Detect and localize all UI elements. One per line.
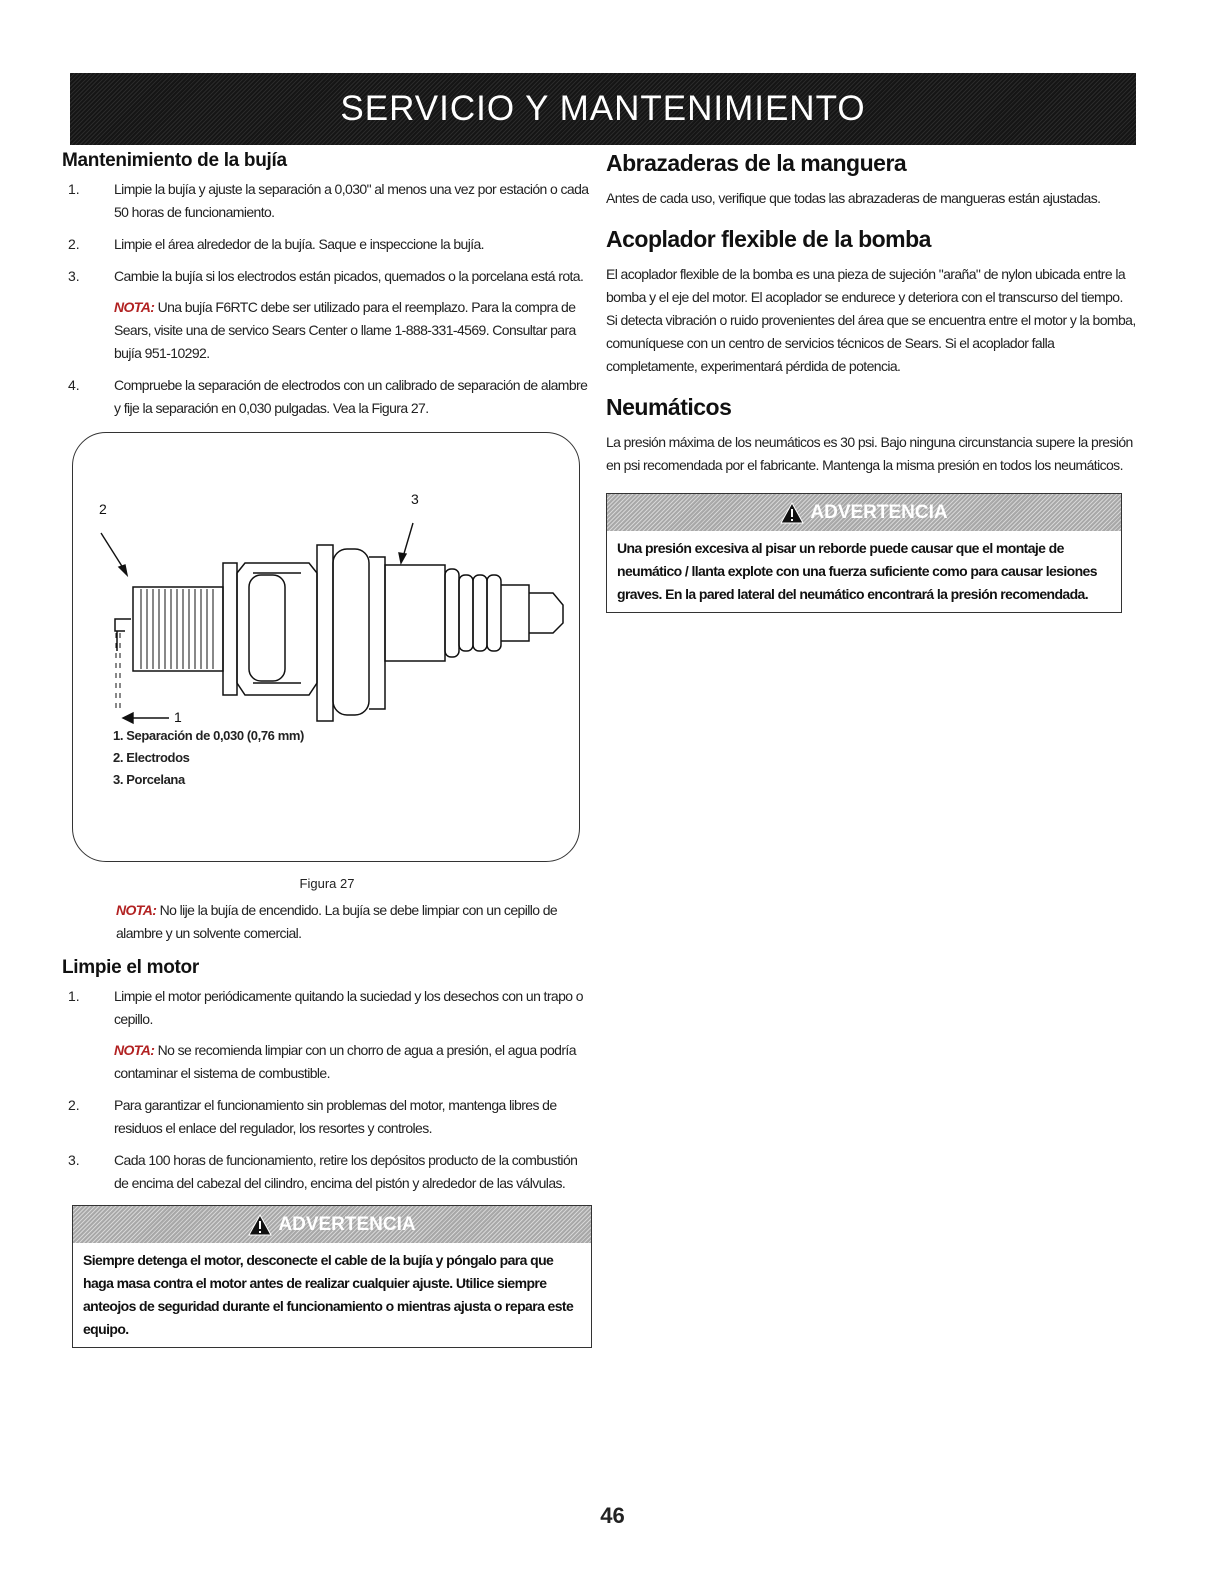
list-item <box>62 985 592 1085</box>
list-item <box>62 374 592 420</box>
legend-item: 1. Separación de 0,030 (0,76 mm) <box>113 728 304 743</box>
figure-27 <box>72 432 580 862</box>
clean-engine-steps <box>62 985 592 1195</box>
step-number: 2. <box>68 236 80 252</box>
spark-plug-steps <box>62 178 592 420</box>
step-text: Compruebe la separación de electrodos con un calibrado de separación de alambre y fije la separación en 0,030 pulgadas. Vea la Figura 27. <box>114 377 588 416</box>
clean-engine-heading: Limpie el motor <box>62 957 199 978</box>
note-label: NOTA: <box>116 902 157 918</box>
page-number: 46 <box>600 1503 625 1528</box>
note <box>114 1039 592 1085</box>
step-number: 1. <box>68 181 80 197</box>
step-text: Limpie el área alrededor de la bujía. Saque e inspeccione la bujía. <box>114 236 484 252</box>
step-text: Limpie la bujía y ajuste la separación a 0,030" al menos una vez por estación o cada 50 horas de funcionamiento. <box>114 181 589 220</box>
spark-plug-illustration <box>73 433 581 863</box>
warning-header <box>607 494 1121 531</box>
note-label: NOTA: <box>114 1042 155 1058</box>
spark-plug-heading: Mantenimiento de la bujía <box>62 150 287 171</box>
list-item <box>62 265 592 365</box>
banner-title: SERVICIO Y MANTENIMIENTO <box>340 89 866 128</box>
left-column <box>62 150 592 1348</box>
tires-text: La presión máxima de los neumáticos es 30 psi. Bajo ninguna circunstancia supere la presión en psi recomendada por el fabricante. Mantenga la misma presión en todos los neumáticos. <box>606 434 1133 473</box>
step-text: Para garantizar el funcionamiento sin problemas del motor, mantenga libres de residuos el enlace del regulador, los resortes y controles. <box>114 1097 557 1136</box>
figure-caption: Figura 27 <box>299 876 355 891</box>
right-column <box>606 150 1136 613</box>
list-item <box>62 178 592 224</box>
list-item <box>62 1149 592 1195</box>
warning-text: Una presión excesiva al pisar un reborde puede causar que el montaje de neumático / llanta explote con una fuerza suficiente como para causar lesiones graves. En la pared lateral del neumático encontrará la presión recomendada. <box>617 540 1097 602</box>
callout-2: 2 <box>99 501 107 517</box>
step-number: 1. <box>68 988 80 1004</box>
step-number: 3. <box>68 1152 80 1168</box>
step-text: Limpie el motor periódicamente quitando la suciedad y los desechos con un trapo o cepillo. <box>114 988 583 1027</box>
list-item <box>62 233 592 256</box>
legend-item: 2. Electrodos <box>113 750 190 765</box>
tires-heading: Neumáticos <box>606 394 732 420</box>
callout-1: 1 <box>174 709 182 725</box>
warning-title: ADVERTENCIA <box>810 501 948 523</box>
pump-coupler-heading: Acoplador flexible de la bomba <box>606 226 931 252</box>
note <box>114 296 592 365</box>
warning-box-tires <box>606 493 1122 613</box>
callout-3: 3 <box>411 491 419 507</box>
note-text: No se recomienda limpiar con un chorro de agua a presión, el agua podría contaminar el sistema de combustible. <box>114 1042 576 1081</box>
warning-title: ADVERTENCIA <box>278 1213 416 1235</box>
pump-coupler-text: El acoplador flexible de la bomba es una pieza de sujeción "araña" de nylon ubicada entre la bomba y el eje del motor. El acoplador se endurece y deteriora con el transcurso del tiempo. Si detecta vibración o ruido provenientes del área que se encuentra entre el motor y la bomba, comuníquese con un centro de servicios técnicos de Sears. Si el acoplador falla completamente, experimentará pérdida de potencia. <box>606 266 1136 374</box>
hose-clamps-heading: Abrazaderas de la manguera <box>606 150 907 176</box>
note-label: NOTA: <box>114 299 155 315</box>
step-number: 3. <box>68 268 80 284</box>
warning-icon <box>780 502 804 524</box>
warning-header <box>73 1206 591 1243</box>
step-number: 2. <box>68 1097 80 1113</box>
legend-item: 3. Porcelana <box>113 772 185 787</box>
figure-note <box>62 899 592 945</box>
step-text: Cada 100 horas de funcionamiento, retire los depósitos producto de la combustión de encima del cabezal del cilindro, encima del pistón y alrededor de las válvulas. <box>114 1152 578 1191</box>
step-text: Cambie la bujía si los electrodos están picados, quemados o la porcelana está rota. <box>114 268 584 284</box>
note-text: Una bujía F6RTC debe ser utilizado para el reemplazo. Para la compra de Sears, visite una de servico Sears Center o llame 1-888-331-4569. Consultar para bujía 951-10292. <box>114 299 576 361</box>
warning-box-engine <box>72 1205 592 1348</box>
list-item <box>62 1094 592 1140</box>
warning-icon <box>248 1214 272 1236</box>
step-number: 4. <box>68 377 80 393</box>
section-banner <box>70 73 1136 145</box>
hose-clamps-text: Antes de cada uso, verifique que todas las abrazaderas de mangueras están ajustadas. <box>606 190 1101 206</box>
figure-legend <box>113 725 304 791</box>
warning-text: Siempre detenga el motor, desconecte el cable de la bujía y póngalo para que haga masa contra el motor antes de realizar cualquier ajuste. Utilice siempre anteojos de seguridad durante el funcionamiento o mientras ajusta o repara este equipo. <box>83 1252 574 1337</box>
note-text: No lije la bujía de encendido. La bujía se debe limpiar con un cepillo de alambre y un solvente comercial. <box>116 902 558 941</box>
